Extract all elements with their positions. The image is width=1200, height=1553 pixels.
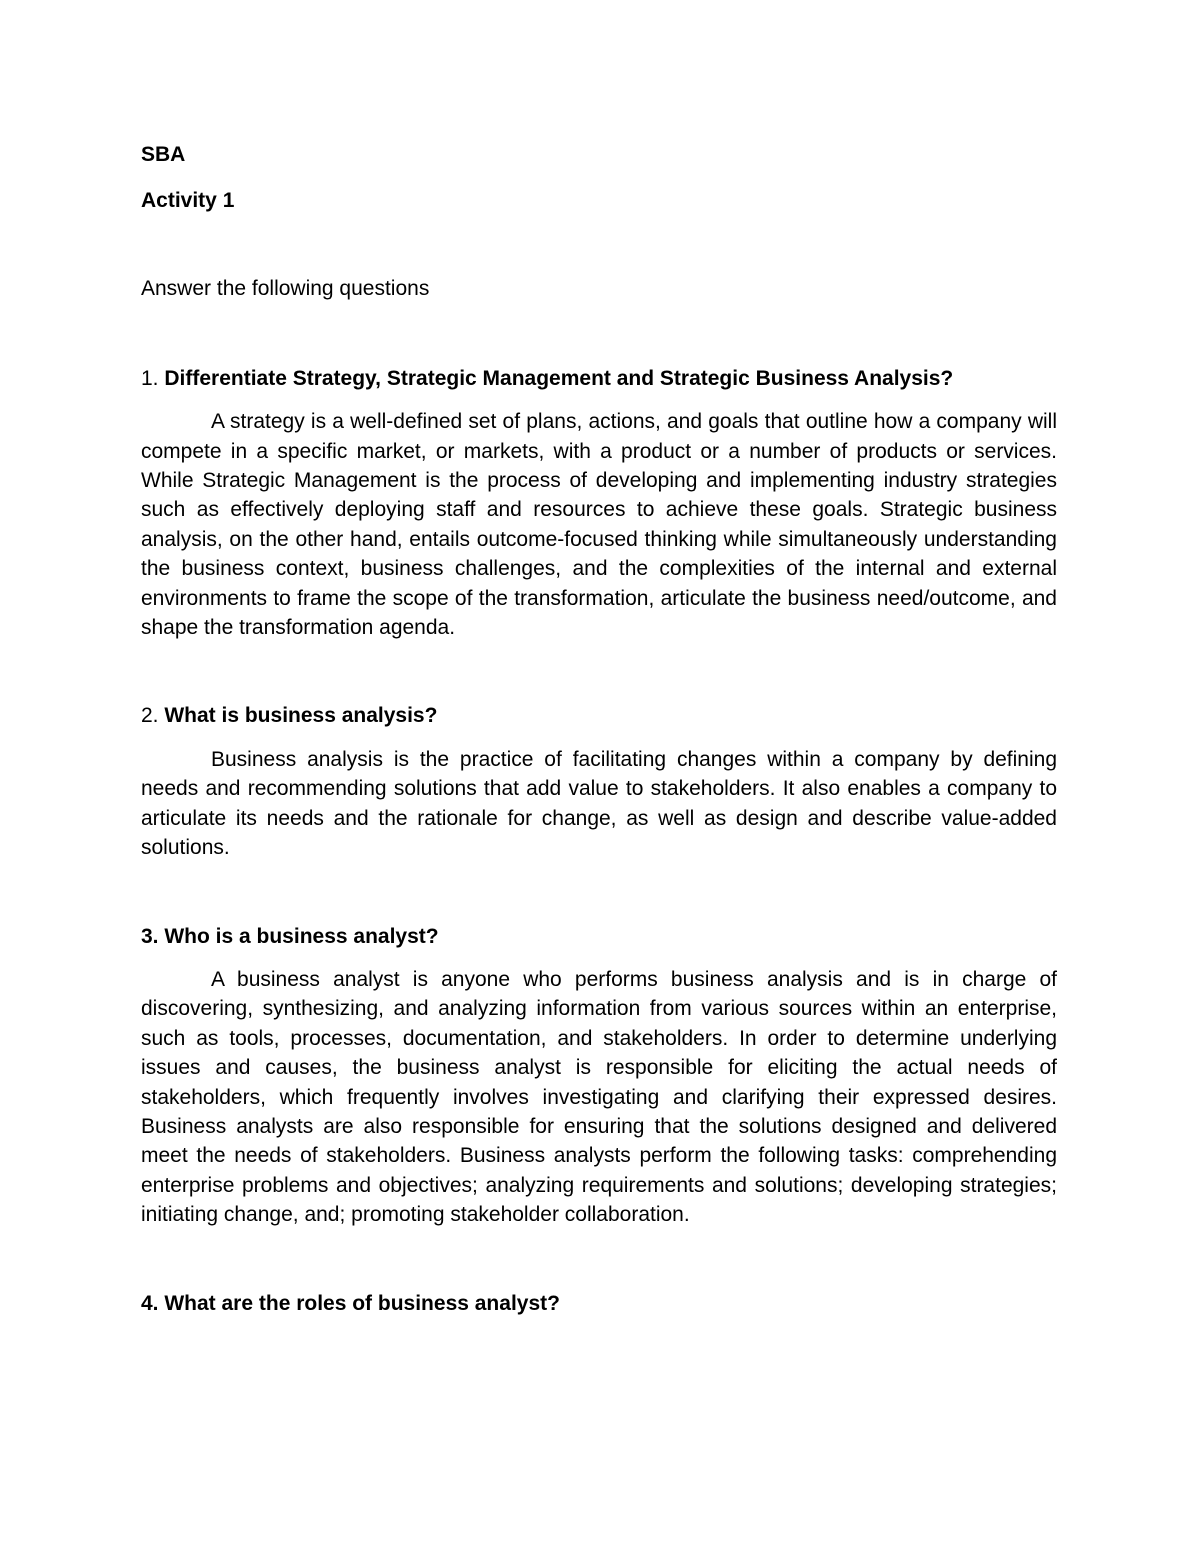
question-4-text: What are the roles of business analyst?	[158, 1291, 560, 1315]
question-1-text: Differentiate Strategy, Strategic Management and Strategic Business Analysis?	[158, 366, 954, 390]
question-3	[141, 922, 1057, 951]
answer-2: Business analysis is the practice of facilitating changes within a company by defining needs and recommending solutions that add value to stakeholders. It also enables a company to articulate its needs and the rationale for change, as well as design and describe value-added solutions.	[141, 747, 1057, 860]
instruction-text: Answer the following questions	[141, 277, 430, 301]
question-2	[141, 701, 1057, 730]
question-1-number: 1.	[141, 366, 159, 390]
question-2-number: 2.	[141, 704, 159, 728]
answer-1: A strategy is a well-defined set of plans, actions, and goals that outline how a company will compete in a specific market, or markets, with a product or a number of products or services. While Strategic Management is the process of developing and implementing industry strategies such as effectively deploying staff and resources to achieve these goals. Strategic business analysis, on the other hand, entails outcome-focused thinking while simultaneously understanding the business context, business challenges, and the complexities of the internal and external environments to frame the scope of the transformation, articulate the business need/outcome, and shape the transformation agenda.	[141, 410, 1057, 640]
question-4	[141, 1289, 1057, 1318]
answer-3: A business analyst is anyone who performs business analysis and is in charge of discovering, synthesizing, and analyzing information from various sources within an enterprise, such as tools, processes, documentation, and stakeholders. In order to determine underlying issues and causes, the business analyst is responsible for eliciting the actual needs of stakeholders, which frequently involves investigating and clarifying their expressed desires. Business analysts are also responsible for ensuring that the solutions designed and delivered meet the needs of stakeholders. Business analysts perform the following tasks: comprehending enterprise problems and objectives; analyzing requirements and solutions; developing strategies; initiating change, and; promoting stakeholder collaboration.	[141, 967, 1057, 1227]
question-3-number: 3.	[141, 924, 159, 948]
activity-heading: Activity 1	[141, 189, 235, 212]
document-body	[141, 140, 1057, 1318]
question-1	[141, 364, 1057, 393]
document-title: SBA	[141, 143, 186, 166]
question-4-number: 4.	[141, 1291, 159, 1315]
question-3-text: Who is a business analyst?	[158, 924, 439, 948]
question-2-text: What is business analysis?	[158, 704, 438, 728]
